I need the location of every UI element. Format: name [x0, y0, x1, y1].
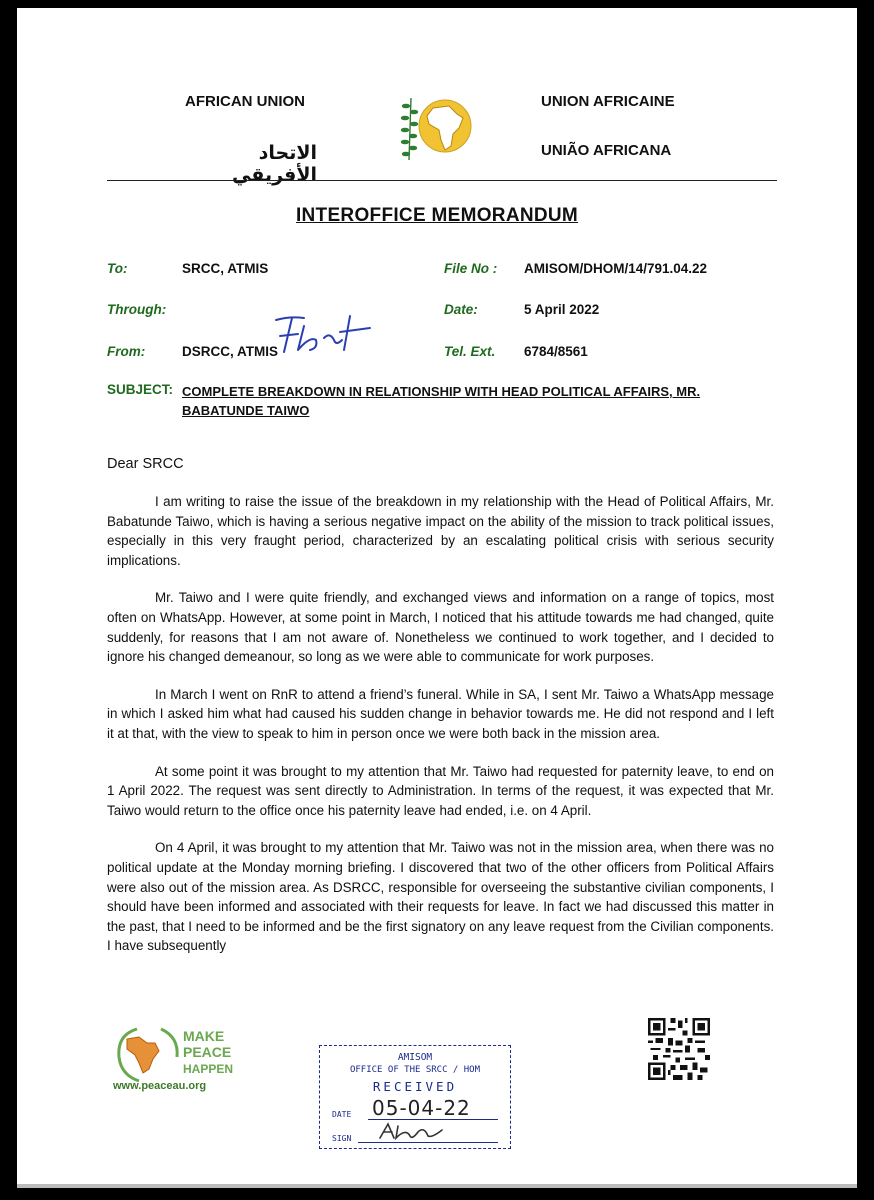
received-stamp: [319, 1045, 511, 1149]
campaign-website: www.peaceau.org: [113, 1080, 207, 1092]
from-value: DSRCC, ATMIS: [182, 344, 278, 359]
memo-body: [107, 492, 774, 974]
date-value: 5 April 2022: [524, 302, 600, 317]
header-arabic: الاتحاد الأفريقي: [232, 142, 317, 186]
header-union-africaine: UNION AFRICAINE: [541, 93, 675, 110]
header-divider: [107, 180, 777, 181]
stamp-sign-label: SIGN: [332, 1134, 352, 1143]
header-african-union: AFRICAN UNION: [185, 93, 305, 110]
paragraph-2: Mr. Taiwo and I were quite friendly, and exchanged views and information on a range of topics, most often on WhatsApp. However, at some point in March, I noticed that his attitude towards me had changed, quite suddenly, for reasons that I am not aware of. Nonetheless we continued to work together, and I decided to ignore his changed demeanour, so long as we were able to communicate for work purposes.: [107, 590, 774, 665]
campaign-happen: HAPPEN: [183, 1062, 234, 1076]
make-peace-happen-logo: [109, 1021, 269, 1093]
stamp-office: OFFICE OF THE SRCC / HOM: [349, 1065, 481, 1075]
paragraph-3: In March I went on RnR to attend a friend’s funeral. While in SA, I sent Mr. Taiwo a WhatsApp message in which I asked him what had caused his sudden change in behavior towards me. He did not respond and I left it at that, with the view to speak to him in person once we were both back in the mission area.: [107, 686, 774, 741]
stamp-org: AMISOM: [397, 1052, 433, 1063]
to-value: SRCC, ATMIS: [182, 261, 269, 276]
stamp-sign-line: [358, 1142, 498, 1143]
subject-label: SUBJECT:: [107, 382, 174, 397]
date-label: Date:: [444, 302, 478, 317]
salutation: Dear SRCC: [107, 456, 184, 472]
stamp-signature: [376, 1120, 446, 1142]
handwritten-signature: [270, 310, 380, 358]
tel-ext-value: 6784/8561: [524, 344, 588, 359]
from-label: From:: [107, 344, 146, 359]
memo-title: INTEROFFICE MEMORANDUM: [295, 205, 579, 226]
page-bottom-edge: [17, 1184, 857, 1188]
header-uniao-africana: UNIÃO AFRICANA: [541, 142, 672, 159]
african-union-logo: [397, 88, 477, 168]
campaign-make: MAKE: [183, 1028, 225, 1044]
memo-page: [17, 8, 857, 1188]
stamp-date-label: DATE: [332, 1110, 352, 1119]
laurel-africa-icon: [119, 1029, 177, 1081]
file-no-value: AMISOM/DHOM/14/791.04.22: [524, 261, 708, 276]
paragraph-5: On 4 April, it was brought to my attention that Mr. Taiwo was not in the mission area, when there was no political update at the Monday morning briefing. I discovered that two of the other officers from Political Affairs were also out of the mission area. As DSRCC, responsible for overseeing the substantive civilian components, I should have been informed and associated with their requests for leave. In fact we had discussed this matter in the past, that I need to be informed and be the first signatory on any leave request from the Civilian components. I have subsequently: [107, 840, 774, 954]
tel-ext-label: Tel. Ext.: [444, 344, 496, 359]
through-label: Through:: [107, 302, 167, 317]
paragraph-1: I am writing to raise the issue of the breakdown in my relationship with the Head of Political Affairs, Mr. Babatunde Taiwo, which is having a serious negative impact on the ability of the mission to track political issues, especially in this very fraught period, characterized by an escalating political crisis with serious security implications.: [107, 494, 774, 568]
file-no-label: File No :: [444, 261, 498, 276]
stamp-date-value: 05-04-22: [372, 1096, 471, 1120]
to-label: To:: [107, 261, 128, 276]
stamp-received: RECEIVED: [372, 1079, 458, 1094]
paragraph-4: At some point it was brought to my attention that Mr. Taiwo had requested for paternity leave, to end on 1 April 2022. The request was sent directly to Administration. In terms of the request, it was expected that Mr. Taiwo would return to the office once his paternity leave had ended, i.e. on 4 April.: [107, 763, 774, 818]
subject-text: COMPLETE BREAKDOWN IN RELATIONSHIP WITH HEAD POLITICAL AFFAIRS, MR. BABATUNDE TAIWO: [182, 384, 701, 418]
campaign-peace: PEACE: [183, 1044, 232, 1060]
qr-code-icon: [648, 1018, 710, 1080]
